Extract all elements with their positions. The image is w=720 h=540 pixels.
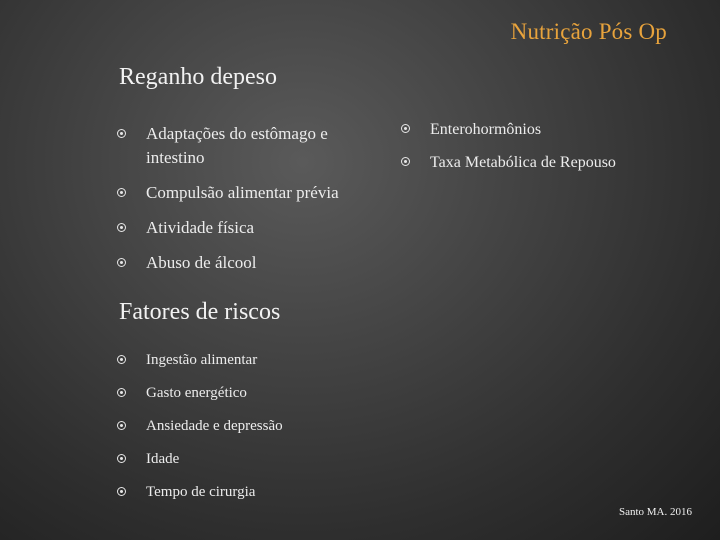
citation: Santo MA. 2016 — [618, 506, 692, 518]
list-item — [116, 122, 386, 170]
weight-regain-right-list — [400, 117, 700, 183]
circled-dot-bullet-icon — [401, 124, 410, 133]
circled-dot-bullet-icon — [117, 258, 126, 267]
list-item-label: Abuso de álcool — [146, 253, 257, 272]
list-item-label: Idade — [146, 451, 180, 467]
list-item — [116, 481, 436, 503]
list-item-label: Ansiedade e depressão — [146, 418, 283, 434]
list-item — [116, 349, 436, 371]
list-item-label: Adaptações do estômago e intestino — [146, 124, 328, 167]
circled-dot-bullet-icon — [117, 223, 126, 232]
circled-dot-bullet-icon — [117, 388, 126, 397]
list-item — [116, 216, 386, 240]
circled-dot-bullet-icon — [117, 421, 126, 430]
risk-factors-list — [116, 349, 436, 514]
list-item — [400, 150, 700, 174]
list-item — [116, 181, 386, 205]
circled-dot-bullet-icon — [401, 157, 410, 166]
list-item-label: Atividade física — [146, 218, 255, 237]
section-heading-risk-factors: Fatores de riscos — [119, 299, 281, 325]
list-item-label: Taxa Metabólica de Repouso — [430, 154, 616, 171]
list-item — [116, 251, 386, 275]
list-item-label: Tempo de cirurgia — [146, 484, 256, 500]
list-item-label: Compulsão alimentar prévia — [146, 183, 339, 202]
slide-title: Nutrição Pós Op — [510, 19, 667, 44]
list-item-label: Gasto energético — [146, 385, 247, 401]
circled-dot-bullet-icon — [117, 129, 126, 138]
circled-dot-bullet-icon — [117, 355, 126, 364]
list-item-label: Enterohormônios — [430, 121, 542, 138]
weight-regain-left-list — [116, 122, 386, 286]
list-item — [116, 448, 436, 470]
circled-dot-bullet-icon — [117, 188, 126, 197]
list-item-label: Ingestão alimentar — [146, 352, 258, 368]
list-item — [116, 415, 436, 437]
list-item — [400, 117, 700, 141]
circled-dot-bullet-icon — [117, 487, 126, 496]
list-item — [116, 382, 436, 404]
section-heading-weight-regain: Reganho depeso — [119, 64, 277, 90]
circled-dot-bullet-icon — [117, 454, 126, 463]
